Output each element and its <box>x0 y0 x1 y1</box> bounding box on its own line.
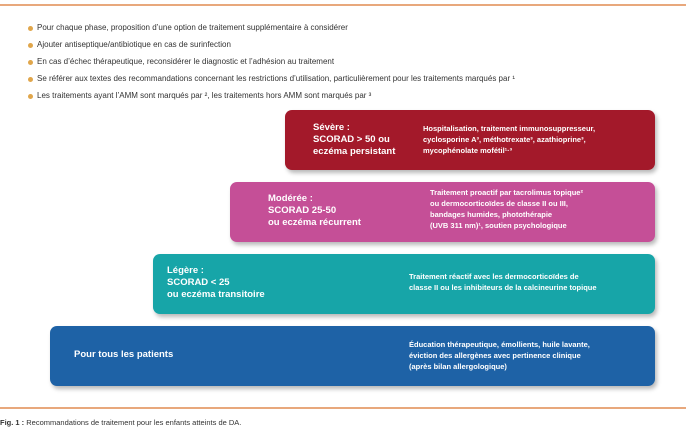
note-item: En cas d’échec thérapeutique, reconsidérer le diagnostic et l’adhésion au traitement <box>28 53 515 70</box>
mild-label: Légère : SCORAD < 25 ou eczéma transitoire <box>167 265 265 300</box>
severe-label: Sévère : SCORAD > 50 ou eczéma persistant <box>313 122 396 157</box>
figure-caption <box>0 418 241 428</box>
all-patients-treatment: Éducation thérapeutique, émollients, huile lavante, éviction des allergènes avec pertinence clinique (après bilan allergologique) <box>409 340 590 371</box>
moderate-treatment: Traitement proactif par tacrolimus topique² ou dermocorticoïdes de classe II ou III, bandages humides, photothérapie (UVB 311 nm)¹, soutien psychologique <box>430 188 583 230</box>
severe-treatment: Hospitalisation, traitement immunosuppresseur, cyclosporine A³, méthotrexate³, azathioprine³, mycophénolate mofétil¹·³ <box>423 124 596 155</box>
note-item: Ajouter antiseptique/antibiotique en cas de surinfection <box>28 36 515 53</box>
note-item: Se référer aux textes des recommandations concernant les restrictions d’utilisation, particulièrement pour les traitements marqués par ¹ <box>28 70 515 87</box>
severe-step <box>285 110 655 170</box>
mild-treatment: Traitement réactif avec les dermocorticoïdes de classe II ou les inhibiteurs de la calcineurine topique <box>409 272 597 292</box>
all-patients-label: Pour tous les patients <box>74 349 174 360</box>
caption-prefix: Fig. 1 : <box>0 418 25 427</box>
mild-step <box>153 254 655 314</box>
note-item: Pour chaque phase, proposition d’une option de traitement supplémentaire à considérer <box>28 19 515 36</box>
moderate-step <box>230 182 655 242</box>
caption-text: Recommandations de traitement pour les enfants atteints de DA. <box>24 418 242 427</box>
note-item: Les traitements ayant l’AMM sont marqués par ², les traitements hors AMM sont marqués par ³ <box>28 87 515 104</box>
notes-list <box>28 19 515 104</box>
moderate-label: Modérée : SCORAD 25-50 ou eczéma récurrent <box>268 193 361 228</box>
top-rule <box>0 4 686 6</box>
bottom-rule <box>0 407 686 409</box>
all-patients-step <box>50 326 655 386</box>
